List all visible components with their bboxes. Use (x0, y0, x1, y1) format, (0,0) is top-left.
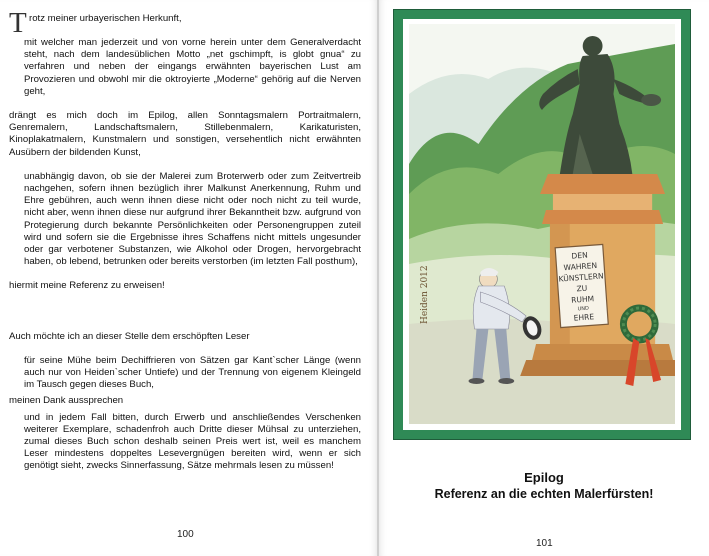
epilog-text (9, 7, 361, 473)
paragraph-2: drängt es mich doch im Epilog, allen Sonntagsmalern Portraitmalern, Genremalern, Landschaftsmalern, Stillebenmalern, Karikaturisten, Kinoplakatmalern, Kunstmalern und sonstigen, versehentlich nicht erwähnten Ausübern der bildenden Kunst, (9, 110, 361, 158)
plaque-line-2: WAHREN (563, 260, 598, 273)
paragraph-1: mit welcher man jederzeit und von vorne herein unter dem Generalverdacht steht, nach dem landesüblichen Motto „net gschimpft, is globt gnua“ zu verfahren und neben der eingangs erwähnten bayerischen Lust am Provozieren und obwohl mir die oktroyierte „Moderne“ gehörig auf die Nerven geht, (24, 37, 361, 97)
paragraph-4: hiermit meine Referenz zu erweisen! (9, 280, 165, 292)
paragraph-7: meinen Dank aussprechen (9, 395, 124, 407)
painter-signature: Heiden 2012 (419, 265, 430, 324)
plaque-line-4: ZU (576, 283, 588, 294)
opening-line (9, 7, 361, 39)
plaque-line-1: DEN (571, 250, 588, 261)
paragraph-6: für seine Mühe beim Dechiffrieren von Sätzen gar Kant`scher Länge (wenn auch nur von Heiden`scher Untiefe) und der Trennung von eigenem Kleingeld im Tausch gegen dieses Buch, (24, 354, 361, 391)
watercolor-illustration (409, 24, 675, 424)
page-number-left: 100 (177, 529, 194, 540)
paragraph-8: und in jedem Fall bitten, durch Erwerb und anschließendes Verschenken weiterer Exemplare, schadenfroh auch Dritte dieser Mühsal zu unterziehen, zumal dieses Buch schon deshalb seinen Preis wert ist, weil es manchem Leser mindestens doppeltes Lesevergnügen bereiten wird, wenn er sich genötigt sieht, zwecks Sinnerfassung, Sätze mehrmals lesen zu müssen! (24, 411, 361, 472)
paragraph-5: Auch möchte ich an dieser Stelle dem erschöpften Leser (9, 330, 250, 342)
caption-subtitle: Referenz an die echten Malerfürsten! (434, 487, 654, 501)
opening-text: rotz meiner urbayerischen Herkunft, (29, 13, 182, 24)
plaque-line-5: RUHM (570, 294, 595, 305)
plaque-line-6: UND (577, 305, 590, 313)
painting-frame (393, 9, 691, 440)
drop-cap: T (9, 7, 27, 39)
plaque-line-3: KÜNSTLERN (558, 271, 604, 284)
plaque-line-7: EHRE (573, 312, 595, 323)
painting (409, 24, 675, 424)
paragraph-3: unabhängig davon, ob sie der Malerei zum Broterwerb oder zum Zeitvertreib nachgehen, sofern ihnen bezüglich ihrer Malkunst Anerkennung, Ruhm und Ehre gebühren, auch wenn ihnen diese nicht oder noch nicht zu teil wurde, nicht aber, wenn ihnen diese nur aufgrund ihrer Bekanntheit bzw. aufgrund von Protegierung durch bekannte Persönlichkeiten oder Personengruppen zuteil wird und sofern sie die Ergebnisse ihres Schaffens nicht mittels ungesunder oder gar verbotener Substanzen, wie Alkohol oder Drogen, hervorgebracht haben, ob lebend, betrunken oder bereits verstorben (im letzten Fall posthum), (24, 170, 361, 268)
painting-mat (403, 19, 681, 430)
caption-title: Epilog (524, 470, 564, 485)
page-number-right: 101 (536, 538, 553, 549)
